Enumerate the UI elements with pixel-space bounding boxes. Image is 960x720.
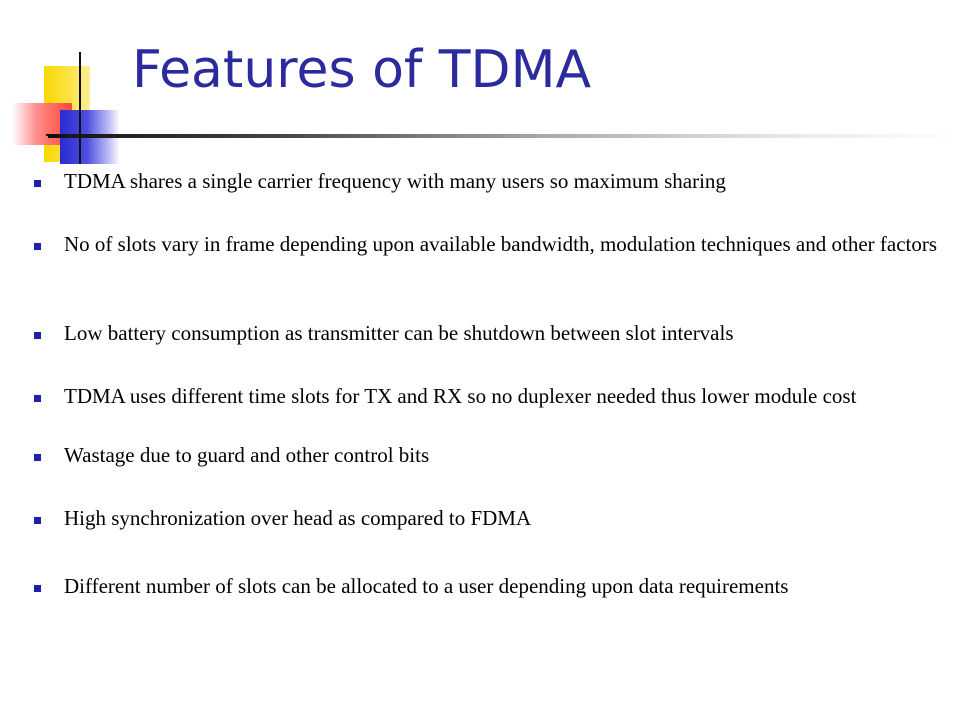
corner-logo-decoration (0, 0, 140, 170)
bullet-marker-icon (34, 454, 41, 461)
bullet-marker-icon (34, 585, 41, 592)
bullet-text: Different number of slots can be allocated to a user depending upon data requirements (64, 574, 789, 598)
bullet-text: Low battery consumption as transmitter can be shutdown between slot intervals (64, 321, 734, 345)
bullet-text: TDMA uses different time slots for TX and RX so no duplexer needed thus lower module cost (64, 384, 857, 408)
slide-title: Features of TDMA (132, 40, 592, 100)
title-underline (48, 134, 960, 138)
bullet-marker-icon (34, 243, 41, 250)
bullet-marker-icon (34, 517, 41, 524)
bullet-marker-icon (34, 395, 41, 402)
bullet-text: TDMA shares a single carrier frequency with many users so maximum sharing (64, 169, 726, 193)
bullet-marker-icon (34, 332, 41, 339)
bullet-marker-icon (34, 180, 41, 187)
bullet-text: No of slots vary in frame depending upon available bandwidth, modulation techniques and other factors (64, 232, 938, 256)
bullet-text: High synchronization over head as compared to FDMA (64, 506, 532, 530)
vertical-line-decoration (79, 52, 81, 164)
bullet-text: Wastage due to guard and other control bits (64, 443, 430, 467)
